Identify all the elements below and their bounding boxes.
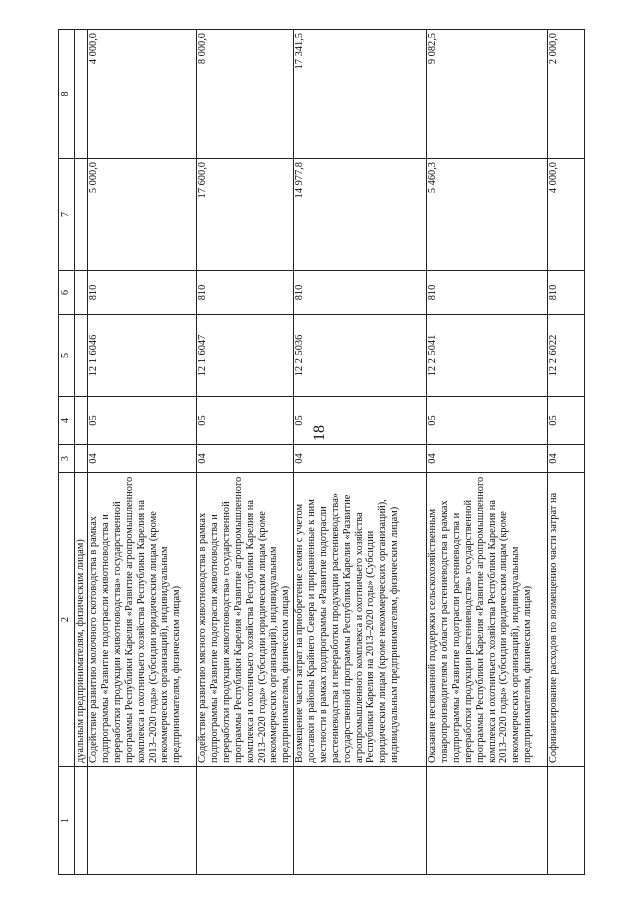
row-amount-col7: 5 000,0 <box>88 159 197 271</box>
row-cell <box>75 30 88 159</box>
row-cell-col1 <box>427 767 548 875</box>
row-cell <box>75 445 88 473</box>
page-number: 18 <box>311 425 328 441</box>
row-code-expense-type: 810 <box>197 271 294 315</box>
table-row <box>197 30 294 875</box>
table-row <box>294 30 427 875</box>
column-number: 7 <box>59 159 75 271</box>
row-amount-col8: 2 000,0 <box>548 30 585 159</box>
row-cell-col1 <box>88 767 197 875</box>
row-amount-col7: 4 000,0 <box>548 159 585 271</box>
column-number: 5 <box>59 315 75 397</box>
rotated-table-page <box>58 30 614 875</box>
row-code-section: 04 <box>197 445 294 473</box>
row-code-section: 04 <box>427 445 548 473</box>
row-code-section: 04 <box>294 445 427 473</box>
row-code-subsection: 05 <box>88 397 197 445</box>
row-code-subsection: 05 <box>197 397 294 445</box>
row-cell-col1 <box>75 767 88 875</box>
row-amount-col8: 4 000,0 <box>88 30 197 159</box>
column-number: 1 <box>59 767 75 875</box>
row-description: Возмещение части затрат на приобретение семян с учетом доставки в районы Крайнего Севера и приравненные к ним местности в рамках подпрограммы «Развитие подотрасли растениеводства и переработки продукции растениеводства» государственной программы Республики Карелия «Развитие агропромышленного комплекса и охотничьего хозяйства Республики Карелия на 2013–2020 годы» (Субсидии юридическим лицам (кроме некоммерческих организаций), индивидуальным предпринимателям, физическим лицам) <box>294 473 427 767</box>
table-row <box>548 30 585 875</box>
table-row <box>88 30 197 875</box>
row-code-subsection: 05 <box>548 397 585 445</box>
row-amount-col7: 14 977,8 <box>294 159 427 271</box>
row-amount-col8: 9 082,5 <box>427 30 548 159</box>
row-code-target: 12 2 6022 <box>548 315 585 397</box>
row-description: Содействие развитию мясного животноводства в рамках подпрограммы «Развитие подотрасли животноводства и переработки продукции животноводства» государственной программы Республики Карелия «Развитие агропромышленного комплекса и охотничьего хозяйства Республики Карелия на 2013–2020 годы» (Субсидии юридическим лицам (кроме некоммерческих организаций), индивидуальным предпринимателям, физическим лицам) <box>197 473 294 767</box>
row-cell <box>75 159 88 271</box>
column-number: 8 <box>59 30 75 159</box>
row-amount-col7: 5 460,3 <box>427 159 548 271</box>
row-description: Софинансирование расходов по возмещению части затрат на <box>548 473 585 767</box>
row-code-section: 04 <box>548 445 585 473</box>
row-code-expense-type: 810 <box>548 271 585 315</box>
row-amount-col7: 17 600,0 <box>197 159 294 271</box>
budget-table <box>58 29 585 875</box>
row-description: Содействие развитию молочного скотоводства в рамках подпрограммы «Развитие подотрасли животноводства и переработки продукции животноводства» государственной программы Республики Карелия «Развитие агропромышленного комплекса и охотничьего хозяйства Республики Карелия на 2013–2020 годы» (Субсидии юридическим лицам (кроме некоммерческих организаций), индивидуальным предпринимателям, физическим лицам) <box>88 473 197 767</box>
row-code-subsection: 05 <box>427 397 548 445</box>
column-number: 3 <box>59 445 75 473</box>
row-cell <box>75 315 88 397</box>
row-code-expense-type: 810 <box>88 271 197 315</box>
row-amount-col8: 8 000,0 <box>197 30 294 159</box>
row-code-expense-type: 810 <box>427 271 548 315</box>
row-amount-col8: 17 341,5 <box>294 30 427 159</box>
column-number-row <box>59 30 75 875</box>
row-cell <box>75 397 88 445</box>
row-code-target: 12 2 5036 <box>294 315 427 397</box>
row-cell-col1 <box>548 767 585 875</box>
continuation-row <box>75 30 88 875</box>
row-cell-col1 <box>294 767 427 875</box>
continuation-text: дуальным предпринимателям, физическим лицам) <box>75 473 88 767</box>
column-number: 4 <box>59 397 75 445</box>
row-cell <box>75 271 88 315</box>
row-code-target: 12 1 6046 <box>88 315 197 397</box>
row-cell-col1 <box>197 767 294 875</box>
row-code-expense-type: 810 <box>294 271 427 315</box>
row-code-target: 12 2 5041 <box>427 315 548 397</box>
table-row <box>427 30 548 875</box>
row-code-target: 12 1 6047 <box>197 315 294 397</box>
column-number: 2 <box>59 473 75 767</box>
row-code-section: 04 <box>88 445 197 473</box>
column-number: 6 <box>59 271 75 315</box>
row-code-subsection: 05 <box>294 397 427 445</box>
row-description: Оказание несвязанной поддержки сельскохозяйственным товаропроизводителям в области растениеводства в рамках подпрограммы «Развитие подотрасли растениеводства и переработки продукции растениеводства» государственной программы Республики Карелия «Развитие агропромышленного комплекса и охотничьего хозяйства Республики Карелия на 2013–2020 годы» (Субсидии юридическим лицам (кроме некоммерческих организаций), индивидуальным предпринимателям, физическим лицам) <box>427 473 548 767</box>
